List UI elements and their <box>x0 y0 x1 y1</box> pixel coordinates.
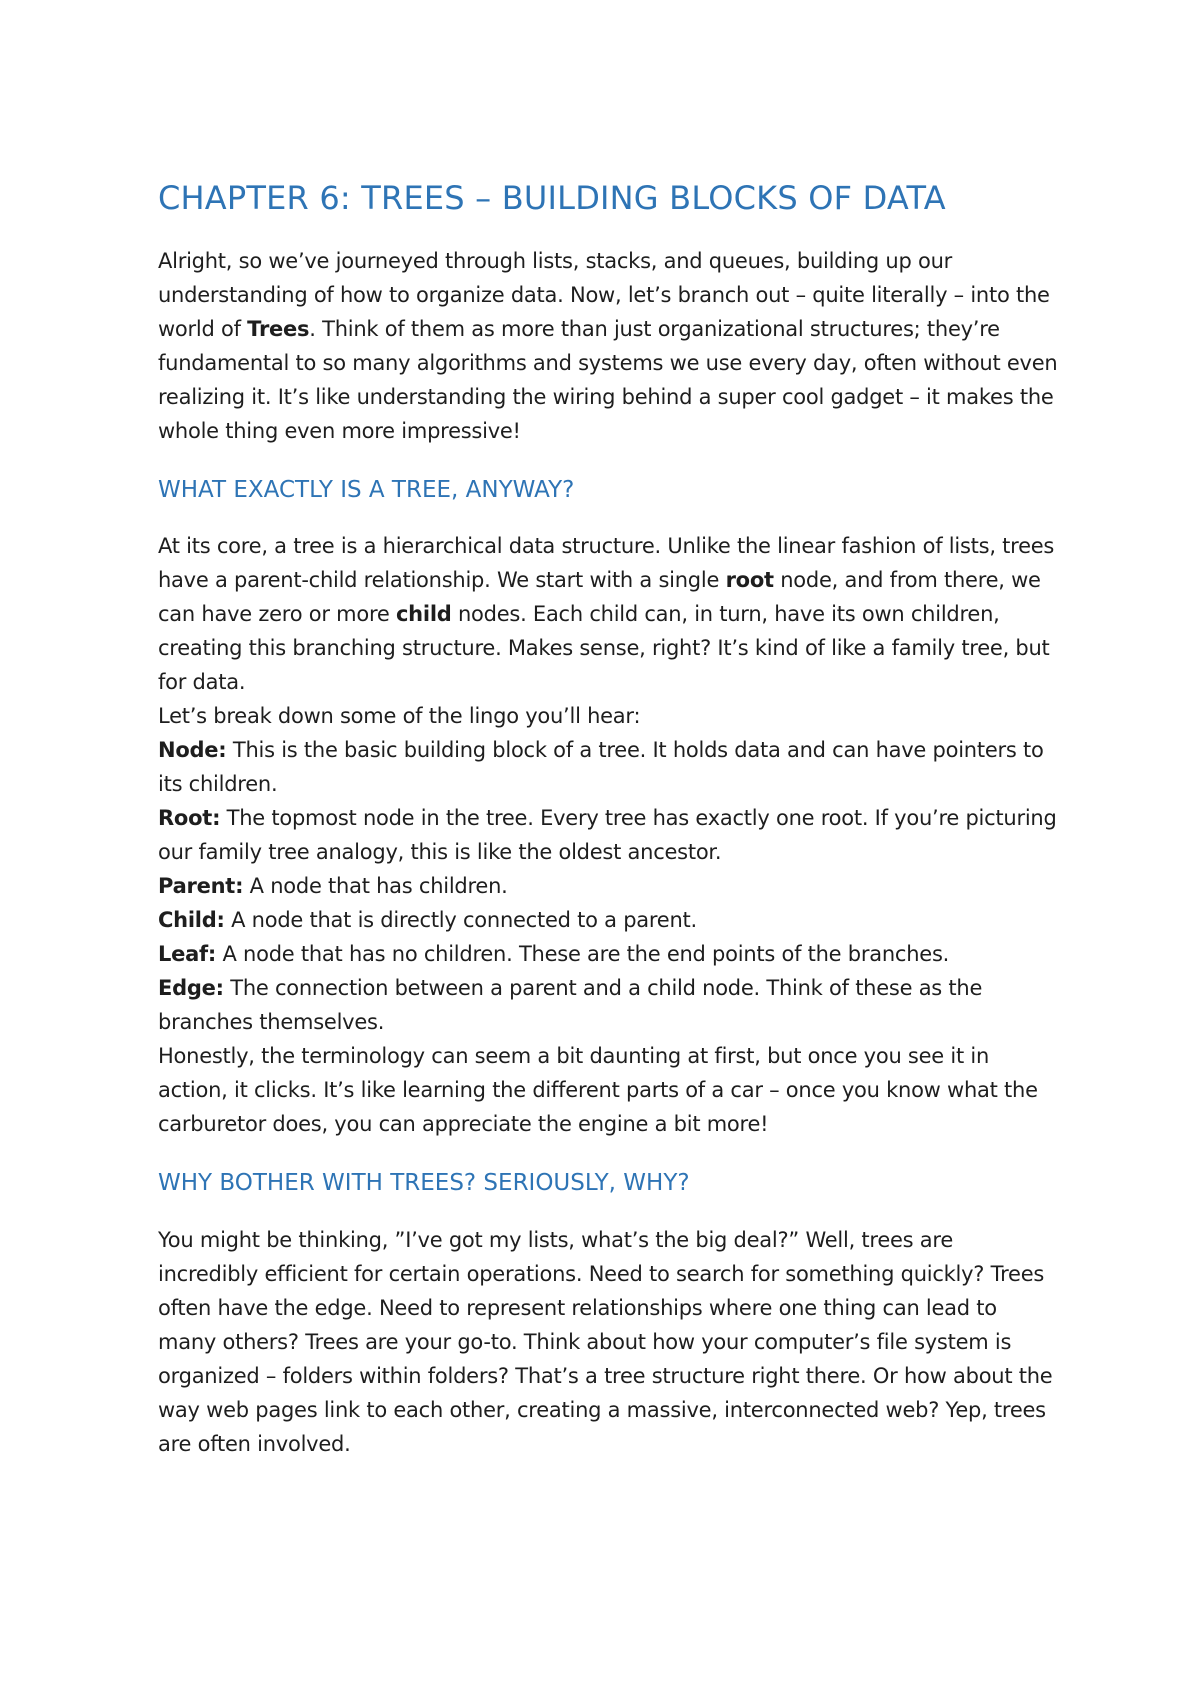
term-parent <box>158 869 1058 903</box>
term-label: Child: <box>158 908 225 933</box>
intro-text-a: Alright, so we’ve journeyed through lists, stacks, and queues, building up our understanding of how to organize data. Now, let’s branch out – quite literally – into the world of <box>158 248 1050 341</box>
chapter-title: CHAPTER 6: TREES – BUILDING BLOCKS OF DATA <box>158 179 946 217</box>
lingo-intro: Let’s break down some of the lingo you’ll hear: <box>158 704 641 729</box>
tree-def-text-a: At its core, a tree is a hierarchical data structure. Unlike the linear fashion of lists, trees have a parent-child relationship. We start with a single <box>158 534 1055 593</box>
section-what-is-tree-body <box>158 529 1058 1141</box>
term-definition: A node that has no children. These are the end points of the branches. <box>216 942 950 967</box>
intro-paragraph <box>158 244 1058 448</box>
term-label: Node: <box>158 738 227 763</box>
term-label: Leaf: <box>158 942 217 967</box>
term-label: Edge: <box>158 976 224 1001</box>
why-trees-paragraph: You might be thinking, ”I’ve got my lists, what’s the big deal?” Well, trees are incredibly efficient for certain operations. Need to search for something quickly? Trees often have the edge. Need to represent relationships where one thing can lead to many others? Trees are your go-to. Think about how your computer’s file system is organized – folders within folders? That’s a tree structure right there. Or how about the way web pages link to each other, creating a massive, interconnected web? Yep, trees are often involved. <box>158 1228 1053 1457</box>
document-page <box>158 178 1058 1461</box>
term-node <box>158 733 1058 801</box>
term-definition: The topmost node in the tree. Every tree has exactly one root. If you’re picturing our family tree analogy, this is like the oldest ancestor. <box>158 806 1057 865</box>
term-definition: A node that is directly connected to a parent. <box>224 908 697 933</box>
section-heading-why-trees: WHY BOTHER WITH TREES? SERIOUSLY, WHY? <box>158 1170 690 1197</box>
terminology-closing-paragraph: Honestly, the terminology can seem a bit daunting at first, but once you see it in action, it clicks. It’s like learning the different parts of a car – once you know what the carburetor does, you can appreciate the engine a bit more! <box>158 1044 1038 1137</box>
tree-def-bold-child: child <box>395 602 452 627</box>
term-definition: The connection between a parent and a child node. Think of these as the branches themselves. <box>158 976 983 1035</box>
tree-def-text-c: nodes. Each child can, in turn, have its own children, creating this branching structure. Makes sense, right? It’s kind of like a family tree, but for data. <box>158 602 1050 695</box>
tree-definition-paragraph <box>158 529 1058 699</box>
intro-text-b: . Think of them as more than just organizational structures; they’re fundamental to so many algorithms and systems we use every day, often without even realizing it. It’s like understanding the wiring behind a super cool gadget – it makes the whole thing even more impressive! <box>158 316 1058 443</box>
term-root <box>158 801 1058 869</box>
section-heading-what-is-tree: WHAT EXACTLY IS A TREE, ANYWAY? <box>158 476 575 503</box>
intro-bold-trees: Trees <box>247 316 310 341</box>
term-label: Parent: <box>158 874 244 899</box>
tree-def-bold-root: root <box>725 568 774 593</box>
term-child <box>158 903 1058 937</box>
term-leaf <box>158 937 1058 971</box>
term-definition: This is the basic building block of a tree. It holds data and can have pointers to its children. <box>158 738 1044 797</box>
term-definition: A node that has children. <box>243 874 508 899</box>
tree-def-text-b: node, and from there, we can have zero or more <box>158 568 1041 627</box>
term-label: Root: <box>158 806 221 831</box>
term-edge <box>158 971 1058 1039</box>
